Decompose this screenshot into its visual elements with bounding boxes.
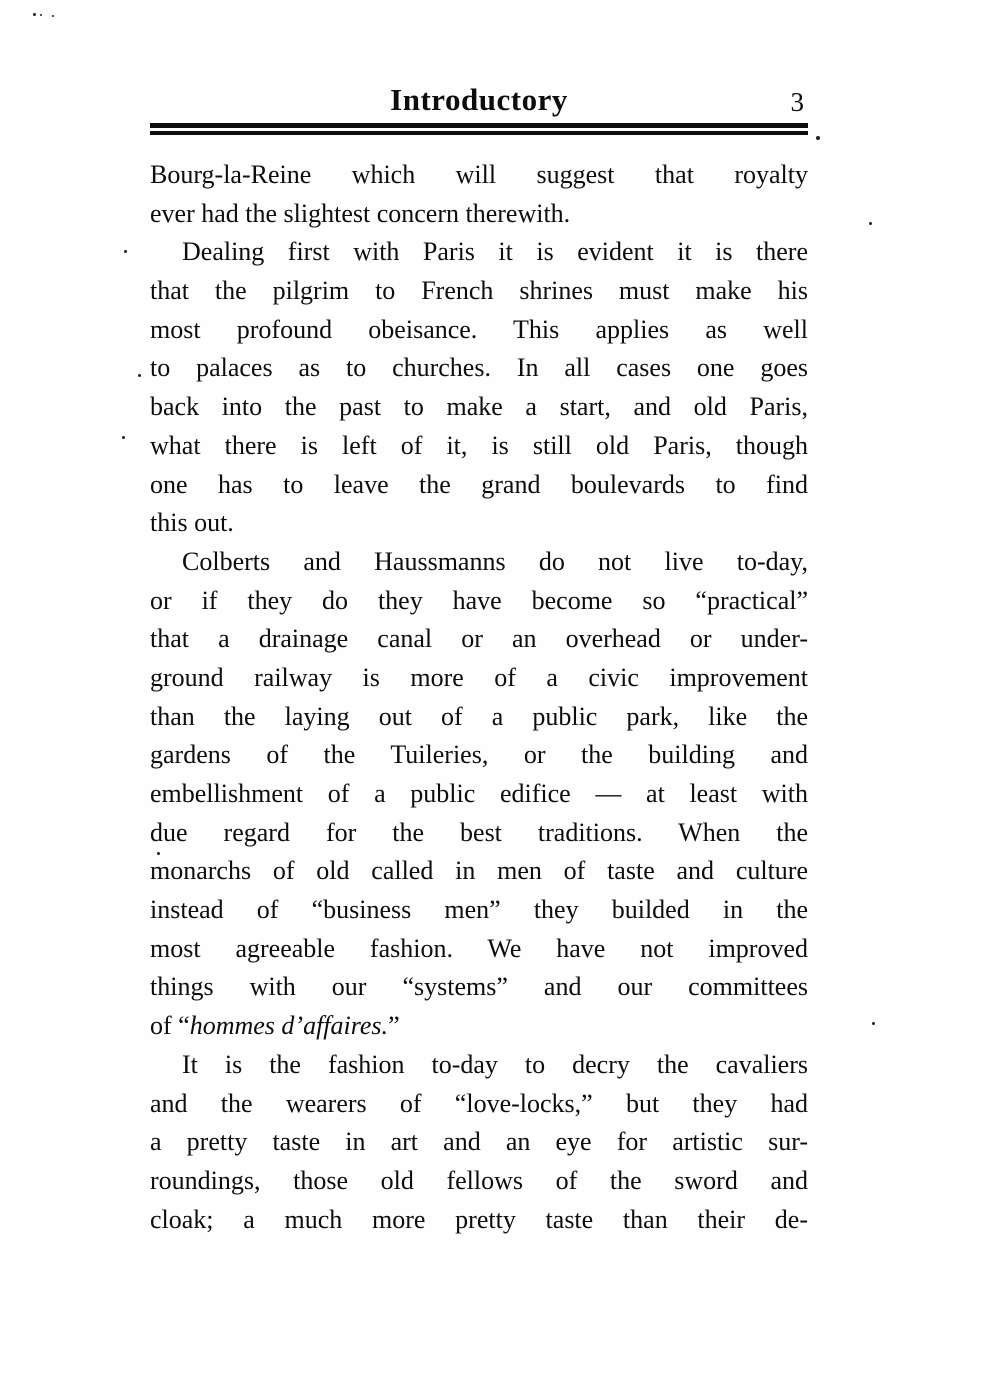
text-line: things with our “systems” and our committees [150, 972, 808, 1002]
paragraph [150, 543, 808, 1046]
page-title: Introductory [390, 82, 568, 117]
scan-speck [52, 15, 54, 17]
text-fragment: ” [388, 1011, 400, 1041]
text-line: Bourg-la-Reine which will suggest that royalty [150, 160, 808, 189]
text-line: that a drainage canal or an overhead or under- [150, 624, 808, 654]
text-line: one has to leave the grand boulevards to find [150, 469, 808, 499]
scan-speck [138, 374, 141, 377]
scan-speck [124, 250, 127, 253]
scan-speck [816, 136, 820, 140]
text-fragment: of “ [150, 1011, 190, 1041]
text-line: due regard for the best traditions. When the [150, 817, 808, 847]
scan-speck [40, 14, 42, 16]
paragraph [150, 1046, 808, 1239]
text-line: It is the fashion to-day to decry the cavaliers [182, 1049, 808, 1079]
page-number: 3 [790, 87, 804, 117]
text-line: most profound obeisance. This applies as well [150, 314, 808, 344]
text-line: this out. [150, 508, 234, 538]
scan-speck [872, 1022, 875, 1025]
text-line: instead of “business men” they builded in the [150, 895, 808, 925]
text-line: cloak; a much more pretty taste than their de- [150, 1204, 808, 1234]
text-line: embellishment of a public edifice — at least with [150, 779, 808, 808]
text-line: and the wearers of “love-locks,” but they had [150, 1088, 808, 1118]
text-line: ground railway is more of a civic improvement [150, 662, 808, 692]
text-line [150, 1007, 808, 1046]
text-line: gardens of the Tuileries, or the building and [150, 740, 808, 770]
page-header [150, 82, 808, 118]
page-content [150, 82, 808, 1239]
text-line: or if they do they have become so “practical” [150, 585, 808, 615]
text-line: Dealing first with Paris it is evident it is there [182, 237, 808, 267]
text-line: that the pilgrim to French shrines must make his [150, 276, 808, 306]
scan-speck [122, 436, 125, 439]
italic-phrase: hommes d’affaires. [189, 1011, 389, 1041]
header-rule [150, 123, 808, 135]
paragraph [150, 156, 808, 233]
text-line: what there is left of it, is still old Paris, though [150, 430, 808, 460]
text-line: to palaces as to churches. In all cases one goes [150, 353, 808, 383]
scan-speck [869, 222, 872, 225]
text-line: ever had the slightest concern therewith. [150, 198, 571, 228]
paragraph [150, 233, 808, 543]
text-line: a pretty taste in art and an eye for artistic sur- [150, 1127, 808, 1157]
text-line: monarchs of old called in men of taste and culture [150, 856, 808, 886]
text-line: most agreeable fashion. We have not improved [150, 933, 808, 963]
text-line: roundings, those old fellows of the sword and [150, 1165, 808, 1195]
text-line: Colberts and Haussmanns do not live to-day, [182, 546, 808, 576]
scan-speck [33, 13, 36, 16]
text-block [150, 156, 808, 1239]
text-line: than the laying out of a public park, like the [150, 701, 808, 731]
text-line: back into the past to make a start, and old Paris, [150, 392, 808, 422]
